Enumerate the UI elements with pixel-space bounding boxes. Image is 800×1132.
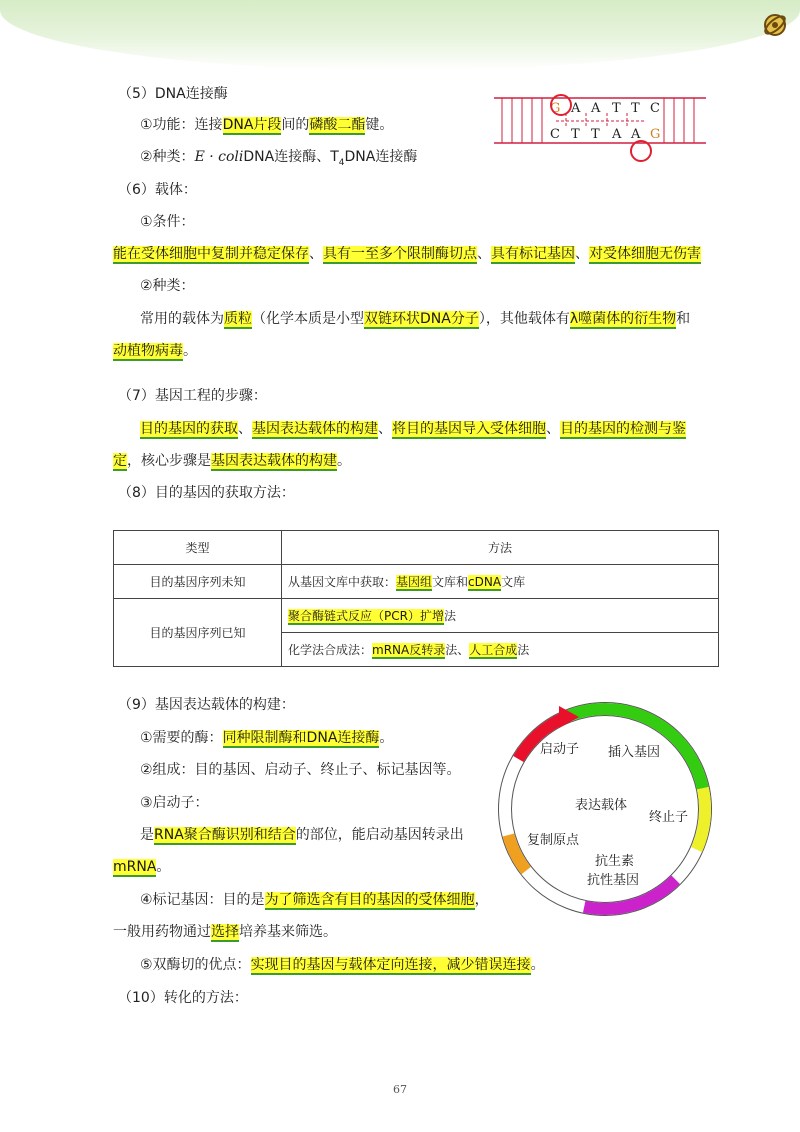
sec9-promoter-cont: mRNA。 (113, 859, 171, 875)
sec10-title: （10）转化的方法： (118, 990, 248, 1006)
plasmid-label-marker1: 抗生素 (595, 854, 635, 869)
sec5-title: （5）DNA连接酶 (118, 86, 228, 102)
logo-icon (760, 10, 790, 40)
sec6-kind-line2: 动植物病毒。 (113, 343, 197, 359)
table-header-method: 方法 (282, 531, 719, 565)
page-number: 67 (393, 1083, 407, 1096)
plasmid-label-insert: 插入基因 (608, 745, 661, 760)
table-row (114, 599, 719, 633)
plasmid-label-promoter: 启动子 (540, 742, 580, 757)
sec9-promoter-desc: 是RNA聚合酶识别和结合的部位，能启动基因转录出 (140, 827, 464, 843)
bottom-base-1: C (550, 127, 560, 142)
bottom-base-3: T (591, 127, 600, 142)
top-base-2: A (571, 101, 581, 116)
sec6-kind-line1: 常用的载体为质粒（化学本质是小型双链环状DNA分子），其他载体有λ噬菌体的衍生物和 (140, 311, 691, 327)
table-header-type: 类型 (114, 531, 282, 565)
sec9-composition: ②组成：目的基因、启动子、终止子、标记基因等。 (140, 762, 461, 778)
sec5-kinds: ②种类：E · coliDNA连接酶、$T_4DNA$连接酶 (140, 149, 418, 168)
sec7-core: 定，核心步骤是基因表达载体的构建。 (113, 453, 351, 469)
sec9-enzyme: ①需要的酶：同种限制酶和DNA连接酶。 (140, 730, 394, 746)
bottom-base-6: G (650, 127, 661, 142)
header-band (0, 0, 800, 70)
plasmid-label-terminator: 终止子 (649, 810, 689, 825)
bottom-base-2: T (571, 127, 580, 142)
top-base-6: C (650, 101, 660, 116)
sec6-title: （6）载体： (118, 182, 197, 198)
bottom-base-4: A (612, 127, 622, 142)
table-cell-method: 化学法合成法：mRNA反转录法、人工合成法 (282, 633, 719, 667)
top-base-3: A (591, 101, 601, 116)
sec9-title: （9）基因表达载体的构建： (118, 697, 295, 713)
table-row (114, 565, 719, 599)
dna-ligation-diagram (494, 88, 710, 164)
sec9-promoter-title: ③启动子： (140, 795, 209, 811)
sec5-function: ①功能：连接DNA片段间的磷酸二酯键。 (140, 117, 394, 133)
sec7-steps: 目的基因的获取、基因表达载体的构建、将目的基因导入受体细胞、目的基因的检测与鉴 (140, 421, 686, 437)
table-cell-type: 目的基因序列已知 (114, 599, 282, 667)
top-base-5: T (631, 101, 640, 116)
top-base-1: G (550, 101, 561, 116)
ligation-site-circle-bottom (631, 141, 651, 161)
sec6-kind-title: ②种类： (140, 278, 195, 294)
sec8-title: （8）目的基因的获取方法： (118, 485, 295, 501)
sec9-double-digest: ⑤双酶切的优点：实现目的基因与载体定向连接，减少错误连接。 (140, 957, 545, 973)
table-header-row (114, 531, 719, 565)
table-cell-type: 目的基因序列未知 (114, 565, 282, 599)
sec9-marker-cont: 一般用药物通过选择培养基来筛选。 (113, 924, 337, 940)
plasmid-label-marker2: 抗性基因 (587, 873, 640, 888)
bottom-base-5: A (631, 127, 641, 142)
plasmid-label-origin: 复制原点 (527, 833, 580, 848)
gene-acquisition-table (113, 530, 719, 667)
sec6-cond-items: 能在受体细胞中复制并稳定保存、具有一至多个限制酶切点、具有标记基因、对受体细胞无伤害 (113, 246, 701, 262)
sec9-marker: ④标记基因：目的是为了筛选含有目的基因的受体细胞， (140, 892, 489, 908)
sec7-title: （7）基因工程的步骤： (118, 388, 267, 404)
sec6-cond-title: ①条件： (140, 214, 195, 230)
expression-vector-diagram (495, 697, 720, 922)
table-cell-method: 从基因文库中获取：基因组文库和cDNA文库 (282, 565, 719, 599)
top-base-4: T (612, 101, 621, 116)
table-cell-method: 聚合酶链式反应（PCR）扩增法 (282, 599, 719, 633)
plasmid-label-center: 表达载体 (575, 798, 628, 813)
